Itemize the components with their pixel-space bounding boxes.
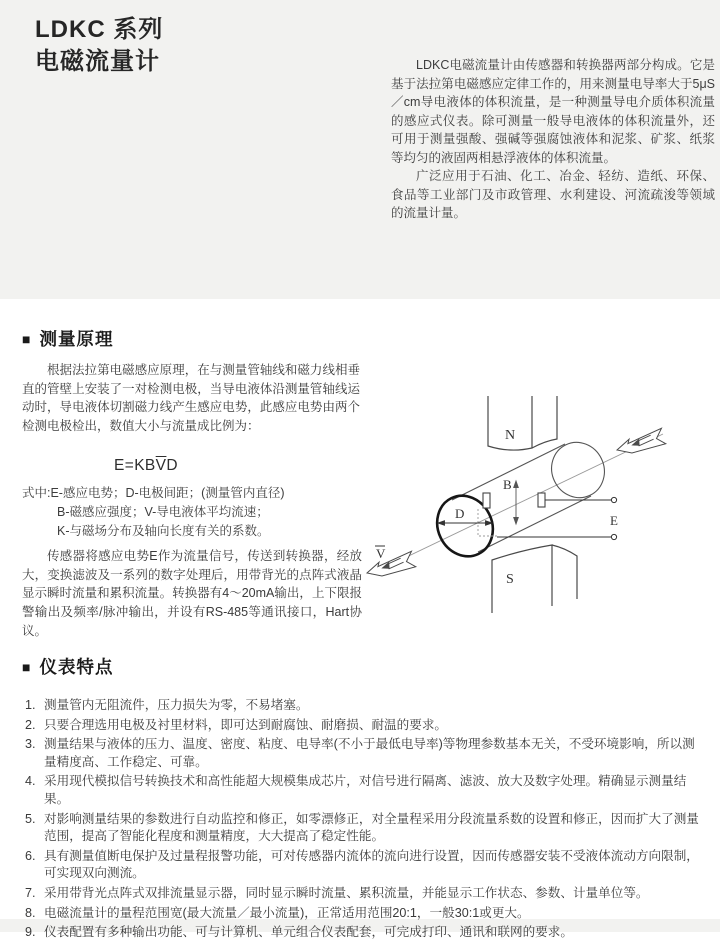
feature-item [25, 773, 706, 808]
feature-item [25, 848, 706, 883]
label-n: N [505, 428, 516, 443]
feature-item [25, 924, 706, 942]
feature-text: 具有测量值断电保护及过量程报警功能，可对传感器内流体的流向进行设置，因而传感器安装不受液体流动方向限制，可实现双向测流。 [44, 848, 699, 881]
feature-item [25, 811, 706, 846]
formula-suffix: D [166, 457, 179, 474]
feature-number: 2. [25, 717, 36, 732]
feature-item [25, 717, 706, 735]
feature-number: 3. [25, 737, 36, 752]
formula [114, 457, 178, 475]
electrode-right [538, 493, 545, 507]
terminal-bottom [611, 534, 616, 539]
feature-text: 电磁流量计的量程范围宽(最大流量／最小流量)，正常适用范围20:1，一般30:1或更大。 [44, 905, 530, 920]
label-b: B [503, 477, 512, 492]
feature-text: 仪表配置有多种输出功能、可与计算机、单元组合仪表配套，可完成打印、通讯和联网的要求。 [44, 925, 573, 940]
feature-text: 只要合理选用电极及衬里材料，即可达到耐腐蚀、耐磨损、耐温的要求。 [44, 717, 447, 732]
label-d: D [455, 506, 465, 521]
electrode-left [483, 493, 490, 508]
definition-line: B-磁感应强度；V-导电液体平均流速； [57, 505, 269, 519]
definition-line: K-与磁场分布及轴向长度有关的系数。 [57, 524, 270, 538]
tube-bottom-line [478, 496, 591, 552]
feature-number: 6. [25, 848, 36, 863]
formula-vbar: $\overline{V}$ [155, 457, 167, 474]
feature-item [25, 697, 706, 715]
section-title: 仪表特点 [39, 657, 114, 677]
flowmeter-principle-diagram [355, 368, 720, 624]
magnet-s-pole [492, 545, 577, 613]
features-list [25, 697, 706, 944]
feature-text: 测量管内无阻流件，压力损失为零，不易堵塞。 [44, 698, 309, 712]
page-title-line2: 电磁流量计 [35, 48, 160, 75]
feature-number: 5. [25, 811, 36, 826]
feature-item [25, 905, 706, 923]
section-heading-principle [22, 326, 113, 351]
feature-item [25, 736, 706, 771]
feature-number: 8. [25, 905, 36, 920]
magnet-n-pole [488, 396, 557, 450]
page-title-line1: LDKC 系列 [35, 16, 164, 43]
tube-right-end-ellipse [542, 433, 613, 506]
intro-section [391, 56, 715, 223]
terminal-top [611, 497, 616, 502]
page-title [35, 14, 163, 78]
label-e: E [610, 513, 618, 528]
section-heading-features [22, 654, 113, 679]
principle-paragraph-1: 根据法拉第电磁感应原理，在与测量管轴线和磁力线相垂直的管壁上安装了一对检测电极，当导电液体沿测量管轴线运动时，导电液体切割磁力线产生感应电势，此感应电势由两个检测电极检出，数值大小与流量成比例为： [22, 363, 360, 433]
principle-paragraph-2: 传感器将感应电势E作为流量信号，传送到转换器，经放大，变换滤波及一系列的数字处理后，用带背光的点阵式液晶显示瞬时流量和累积流量。转换器有4～20mA输出，上下限报警输出及频率/脉冲输出，并设有RS-485等通讯接口，Hart协议。 [22, 549, 362, 638]
feature-text: 测量结果与液体的压力、温度、密度、粘度、电导率(不小于最低电导率)等物理参数基本无关，不受环境影响，所以测量精度高、工作稳定、可靠。 [44, 737, 695, 769]
section-bullet-icon: ■ [22, 658, 31, 675]
intro-paragraph-1: LDKC电磁流量计由传感器和转换器两部分构成。它是基于法拉第电磁感应定律工作的，用来测量电导率大于5μS／cm导电液体的体积流量，是一种测量导电介质体积流量的感应式仪表。除可测量一般导电液体的体积流量外，还可用于测量强酸、强碱等强腐蚀液体和泥浆、矿浆、纸浆等均匀的液固两相悬浮液体的体积流量。 [391, 58, 715, 165]
definition-line: 式中:E-感应电势；D-电极间距；(测量管内直径) [22, 486, 285, 500]
feature-number: 9. [25, 925, 36, 940]
section-bullet-icon: ■ [22, 330, 31, 347]
flow-arrow-inlet [365, 551, 417, 579]
feature-number: 7. [25, 885, 36, 900]
formula-prefix: E=KB [114, 457, 156, 474]
feature-text: 采用现代模拟信号转换技术和高性能超大规模集成芯片，对信号进行隔离、滤波、放大及数字处理。精确显示测量结果。 [44, 774, 687, 806]
feature-number: 4. [25, 774, 36, 789]
intro-paragraph-2: 广泛应用于石油、化工、冶金、轻纺、造纸、环保、食品等工业部门及市政管理、水利建设、河流疏浚等领域的流量计量。 [391, 169, 715, 220]
section-title: 测量原理 [39, 329, 114, 349]
label-v: V [376, 546, 386, 561]
tube-left-end-ellipse [427, 486, 503, 565]
diameter-arrow [438, 521, 492, 526]
flow-arrow-outlet [615, 428, 667, 456]
feature-item [25, 885, 706, 903]
feature-number: 1. [25, 698, 36, 712]
b-field-arrow [514, 481, 519, 524]
feature-text: 采用带背光点阵式双排流量显示器，同时显示瞬时流量、累积流量，并能显示工作状态、参数、计量单位等。 [44, 885, 649, 900]
formula-definitions [22, 484, 285, 541]
label-s: S [506, 572, 514, 587]
feature-text: 对影响测量结果的参数进行自动监控和修正，如零漂修正，对全量程采用分段流量系数的设置和修正，因而扩大了测量范围，提高了智能化程度和测量精度，大大提高了稳定性能。 [44, 811, 699, 844]
